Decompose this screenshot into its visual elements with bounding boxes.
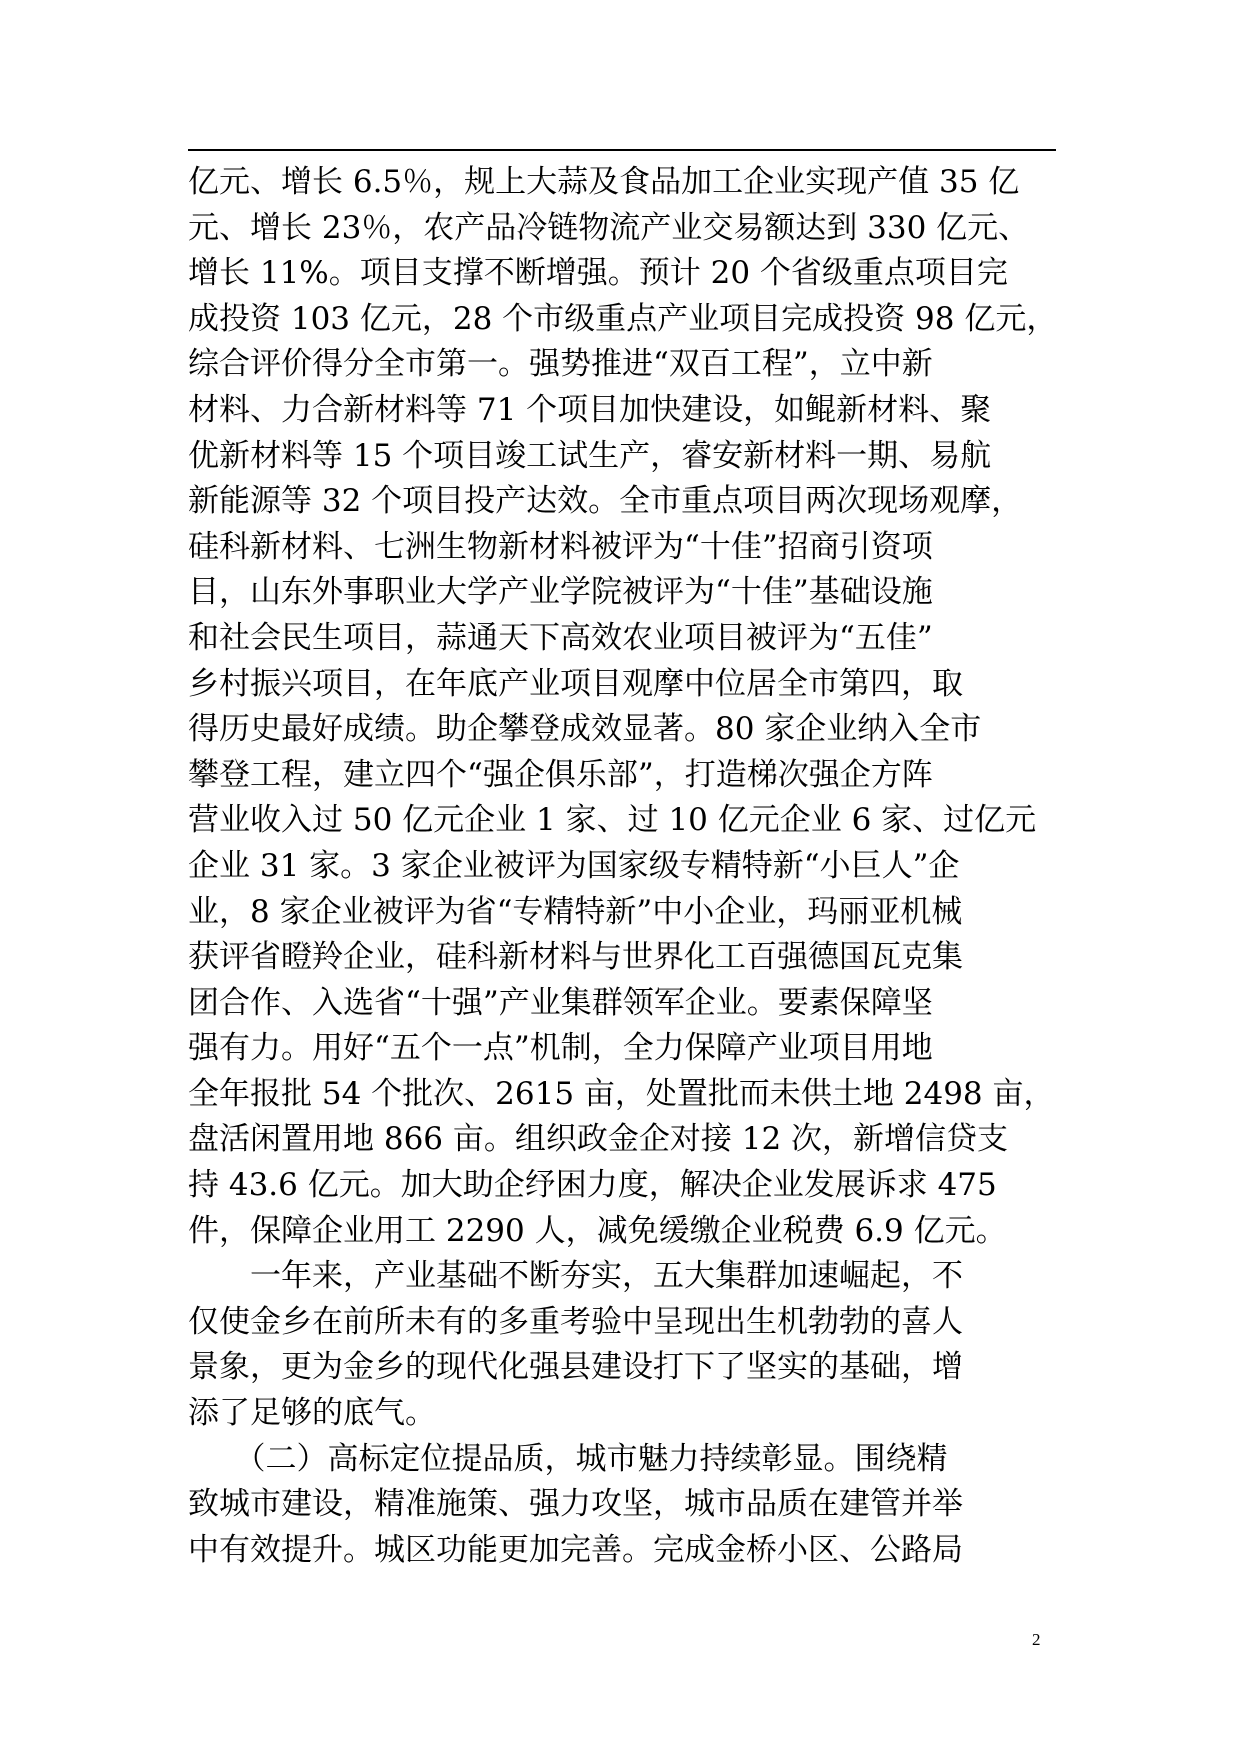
text-line: 乡村振兴项目，在年底产业项目观摩中位居全市第四，取 [188, 665, 963, 702]
page-number: 2 [1032, 1630, 1041, 1649]
text-line: 景象，更为金乡的现代化强县建设打下了坚实的基础，增 [188, 1349, 963, 1386]
text-line: 仅使金乡在前所未有的多重考验中呈现出生机勃勃的喜人 [188, 1303, 963, 1340]
text-line: 硅科新材料、七洲生物新材料被评为“十佳”招商引资项 [188, 528, 933, 565]
text-line: 优新材料等 15 个项目竣工试生产，睿安新材料一期、易航 [188, 437, 992, 474]
text-line: 添了足够的底气。 [188, 1395, 436, 1432]
text-line: 全年报批 54 个批次、2615 亩，处置批而未供土地 2498 亩， [188, 1075, 1055, 1112]
text-line: 新能源等 32 个项目投产达效。全市重点项目两次现场观摩， [188, 483, 1023, 520]
text-line: 综合评价得分全市第一。强势推进“双百工程”，立中新 [188, 346, 933, 383]
text-line: 企业 31 家。3 家企业被评为国家级专精特新“小巨人”企 [188, 847, 960, 884]
text-line: 业，8 家企业被评为省“专精特新”中小企业，玛丽亚机械 [188, 893, 963, 930]
text-line: 材料、力合新材料等 71 个项目加快建设，如鲲新材料、聚 [188, 391, 992, 428]
text-line: 一年来，产业基础不断夯实，五大集群加速崛起，不 [188, 1258, 963, 1295]
text-line: 营业收入过 50 亿元企业 1 家、过 10 亿元企业 6 家、过亿元 [188, 802, 1037, 839]
text-line: 成投资 103 亿元，28 个市级重点产业项目完成投资 98 亿元， [188, 300, 1058, 337]
text-line: 亿元、增长 6.5％，规上大蒜及食品加工企业实现产值 35 亿 [188, 164, 1020, 200]
text-line: 得历史最好成绩。助企攀登成效显著。80 家企业纳入全市 [188, 711, 982, 748]
text-line: 目，山东外事职业大学产业学院被评为“十佳”基础设施 [188, 574, 933, 611]
header-rule [188, 149, 1056, 151]
body-text [188, 160, 1056, 1573]
text-line: 件，保障企业用工 2290 人，减免缓缴企业税费 6.9 亿元。 [188, 1212, 1007, 1249]
text-line: 攀登工程，建立四个“强企俱乐部”，打造梯次强企方阵 [188, 756, 933, 793]
text-line: 团合作、入选省“十强”产业集群领军企业。要素保障坚 [188, 984, 933, 1021]
text-line: 持 43.6 亿元。加大助企纾困力度，解决企业发展诉求 475 [188, 1167, 997, 1204]
text-line: 获评省瞪羚企业，硅科新材料与世界化工百强德国瓦克集 [188, 939, 963, 976]
text-line: 强有力。用好“五个一点”机制，全力保障产业项目用地 [188, 1030, 933, 1067]
text-line: 增长 11%。项目支撑不断增强。预计 20 个省级重点项目完 [188, 255, 1008, 292]
text-line: 盘活闲置用地 866 亩。组织政金企对接 12 次，新增信贷支 [188, 1121, 1009, 1158]
text-line: （二）高标定位提品质，城市魅力持续彰显。围绕精 [188, 1440, 948, 1477]
text-line: 元、增长 23％，农产品冷链物流产业交易额达到 330 亿元、 [188, 209, 1030, 246]
text-line: 致城市建设，精准施策、强力攻坚，城市品质在建管并举 [188, 1486, 963, 1523]
text-line: 中有效提升。城区功能更加完善。完成金桥小区、公路局 [188, 1531, 963, 1568]
text-line: 和社会民生项目，蒜通天下高效农业项目被评为“五佳” [188, 619, 933, 656]
